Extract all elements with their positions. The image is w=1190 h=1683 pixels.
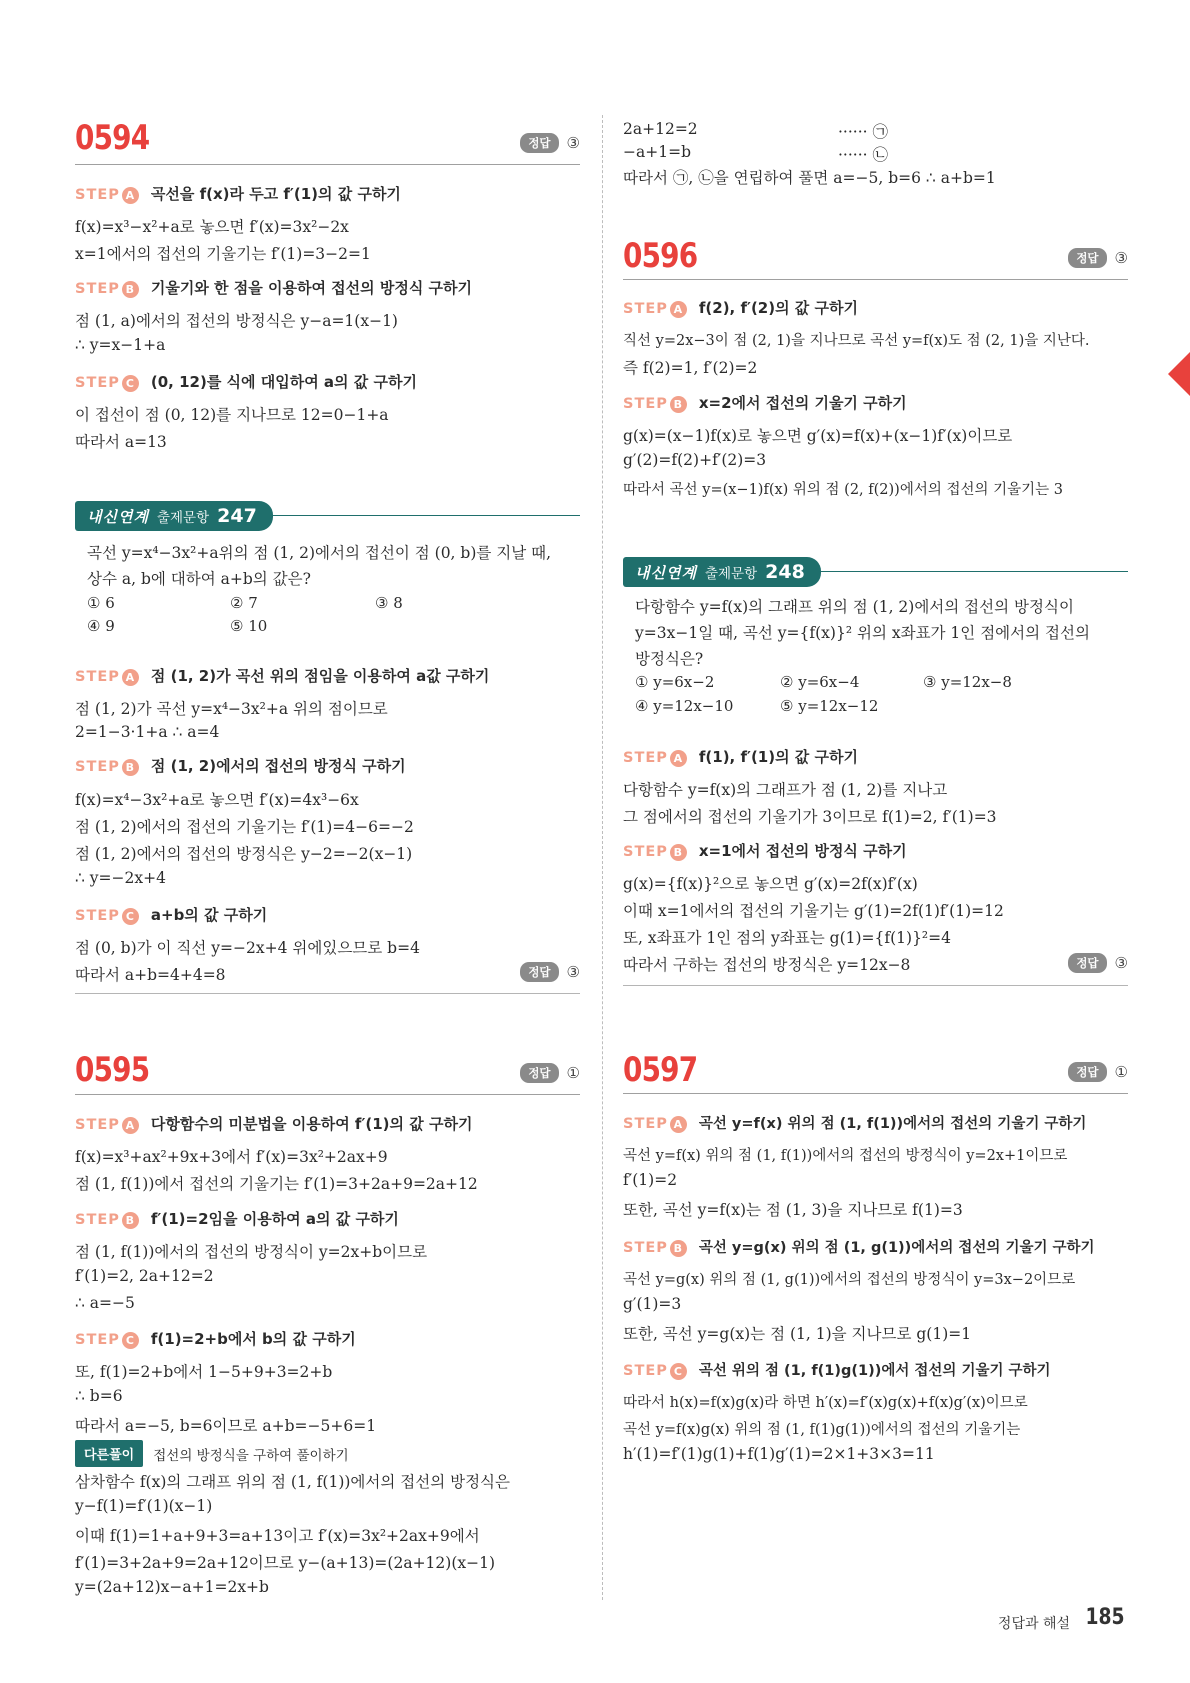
choice-4: ④ y=12x−10 (635, 697, 734, 715)
choice-3: ③ y=12x−8 (923, 673, 1012, 691)
answer-badge: 정답 (520, 1063, 558, 1083)
solution-line: 점 (1, 2)가 곡선 y=x⁴−3x²+a 위의 점이므로 (75, 700, 388, 718)
choice-5: ⑤ 10 (230, 617, 268, 635)
solution-line: 2a+12=2 (623, 120, 698, 138)
step-tag: STEP B (623, 1240, 687, 1257)
example-pill: 내신연계 출제문항 248 (623, 557, 821, 587)
solution-line: f(x)=x⁴−3x²+a로 놓으면 f′(x)=4x³−6x (75, 791, 359, 809)
solution-line: 곡선 y=f(x)g(x) 위의 점 (1, f(1)g(1))에서의 접선의 기울기는 (623, 1422, 1021, 1438)
step-title: 곡선 y=g(x) 위의 점 (1, g(1))에서의 접선의 기울기 구하기 (698, 1240, 1095, 1256)
answer-badge: 정답 (520, 962, 558, 982)
step-header (623, 1359, 1051, 1380)
step-header (623, 392, 907, 413)
solution-line: y=(2a+12)x−a+1=2x+b (75, 1578, 269, 1596)
choice-2: ② 7 (230, 594, 258, 612)
solution-line: 따라서 h(x)=f(x)g(x)라 하면 h′(x)=f′(x)g(x)+f(x)g′(x)이므로 (623, 1395, 1028, 1411)
step-header (75, 1328, 356, 1349)
step-tag: STEP B (75, 759, 139, 776)
step-title: (0, 12)를 식에 대입하여 a의 값 구하기 (150, 373, 417, 391)
step-tag: STEP A (75, 187, 139, 204)
divider-line (75, 993, 580, 994)
choice-4: ④ 9 (87, 617, 115, 635)
question-line: 방정식은? (635, 650, 704, 668)
solution-line: −a+1=b (623, 143, 691, 161)
example-247-header (75, 501, 580, 531)
step-tag: STEP A (75, 669, 139, 686)
solution-line: 그 점에서의 접선의 기울기가 3이므로 f(1)=2, f′(1)=3 (623, 808, 997, 826)
step-header (75, 277, 472, 298)
solution-line: f(x)=x³+ax²+9x+3에서 f′(x)=3x²+2ax+9 (75, 1148, 388, 1166)
step-title: x=2에서 접선의 기울기 구하기 (698, 394, 907, 412)
answer-badge: 정답 (1068, 953, 1106, 973)
answer-ex247 (520, 962, 580, 982)
solution-line: 따라서 a+b=4+4=8 (75, 966, 226, 984)
answer-value: ① (566, 1064, 580, 1082)
solution-line: f′(1)=2, 2a+12=2 (75, 1267, 214, 1285)
divider-line (623, 279, 1128, 280)
step-tag: STEP C (75, 908, 139, 925)
step-tag: STEP B (75, 1212, 139, 1229)
answer-value: ③ (566, 134, 580, 152)
choice-1: ① 6 (87, 594, 115, 612)
solution-line: 점 (0, b)가 이 직선 y=−2x+4 위에있으므로 b=4 (75, 939, 420, 957)
step-tag: STEP A (623, 1116, 687, 1133)
solution-line: 따라서 a=13 (75, 433, 167, 451)
problem-number-0597: 0597 (623, 1050, 698, 1090)
answer-value: ① (1114, 1063, 1128, 1081)
question-line: 다항함수 y=f(x)의 그래프 위의 점 (1, 2)에서의 접선의 방정식이 (635, 598, 1074, 616)
solution-line: f′(1)=3+2a+9=2a+12이므로 y−(a+13)=(2a+12)(x−1) (75, 1554, 496, 1572)
solution-line: g(x)=(x−1)f(x)로 놓으면 g′(x)=f(x)+(x−1)f′(x)이므로 (623, 427, 1013, 445)
section-tab-marker (1168, 352, 1190, 396)
solution-line: x=1에서의 접선의 기울기는 f′(1)=3−2=1 (75, 245, 371, 263)
step-title: f(1)=2+b에서 b의 값 구하기 (150, 1330, 356, 1348)
step-header (75, 1113, 472, 1134)
step-header (623, 746, 858, 767)
equation-marker: ······ ㉡ (838, 146, 888, 164)
answer-badge: 정답 (1068, 248, 1106, 268)
answer-0597 (1068, 1062, 1128, 1082)
answer-value: ③ (1114, 249, 1128, 267)
step-title: 곡선을 f(x)라 두고 f′(1)의 값 구하기 (150, 185, 401, 203)
solution-line: ∴ b=6 (75, 1387, 123, 1405)
solution-line: g′(1)=3 (623, 1295, 682, 1313)
step-title: f(2), f′(2)의 값 구하기 (698, 299, 858, 317)
question-line: y=3x−1일 때, 곡선 y={f(x)}² 위의 x좌표가 1인 점에서의 접선의 (635, 624, 1090, 642)
step-title: a+b의 값 구하기 (150, 906, 268, 924)
step-title: 곡선 위의 점 (1, f(1)g(1))에서 접선의 기울기 구하기 (698, 1363, 1051, 1379)
solution-line: f(x)=x³−x²+a로 놓으면 f′(x)=3x²−2x (75, 218, 349, 236)
problem-number-0594: 0594 (75, 118, 150, 158)
choice-1: ① y=6x−2 (635, 673, 715, 691)
problem-number-0595: 0595 (75, 1050, 150, 1090)
footer-section-label: 정답과 해설 (997, 1616, 1070, 1632)
step-tag: STEP C (75, 1332, 139, 1349)
solution-line: g′(2)=f(2)+f′(2)=3 (623, 451, 767, 469)
step-header (75, 1208, 399, 1229)
example-pill: 내신연계 출제문항 247 (75, 501, 273, 531)
solution-line: 따라서 곡선 y=(x−1)f(x) 위의 점 (2, f(2))에서의 접선의 기울기는 3 (623, 482, 1063, 498)
solution-line: 이 접선이 점 (0, 12)를 지나므로 12=0−1+a (75, 406, 389, 424)
solution-line: 점 (1, f(1))에서의 접선의 방정식이 y=2x+b이므로 (75, 1243, 428, 1261)
step-header (75, 371, 417, 392)
solution-line: ∴ y=x−1+a (75, 336, 166, 354)
step-header (75, 755, 406, 776)
problem-number-0596: 0596 (623, 236, 698, 276)
solution-line: 따라서 a=−5, b=6이므로 a+b=−5+6=1 (75, 1417, 377, 1435)
answer-value: ③ (1114, 954, 1128, 972)
divider-line (623, 1093, 1128, 1094)
answer-value: ③ (566, 963, 580, 981)
column-divider (602, 115, 603, 1600)
step-title: f(1), f′(1)의 값 구하기 (698, 748, 858, 766)
solution-line: 곡선 y=g(x) 위의 점 (1, g(1))에서의 접선의 방정식이 y=3x−2이므로 (623, 1272, 1076, 1288)
solution-line: 곡선 y=f(x) 위의 점 (1, f(1))에서의 접선의 방정식이 y=2x+1이므로 (623, 1148, 1068, 1164)
step-title: 점 (1, 2)에서의 접선의 방정식 구하기 (150, 757, 406, 775)
step-header (623, 1236, 1095, 1257)
answer-ex248 (1068, 953, 1128, 973)
solution-line: 또, x좌표가 1인 점의 y좌표는 g(1)={f(1)}²=4 (623, 929, 951, 947)
solution-line: 이때 x=1에서의 접선의 기울기는 g′(1)=2f(1)f′(1)=12 (623, 902, 1004, 920)
solution-line: 삼차함수 f(x)의 그래프 위의 점 (1, f(1))에서의 접선의 방정식은 (75, 1473, 510, 1491)
page-number: 185 (1085, 1605, 1125, 1630)
solution-line: h′(1)=f′(1)g(1)+f(1)g′(1)=2×1+3×3=11 (623, 1445, 935, 1463)
step-header (623, 297, 858, 318)
step-tag: STEP B (623, 844, 687, 861)
step-header (623, 1112, 1086, 1133)
alt-solution-header (75, 1440, 349, 1467)
divider-line (75, 164, 580, 165)
solution-line: 점 (1, 2)에서의 접선의 방정식은 y−2=−2(x−1) (75, 845, 413, 863)
step-tag: STEP B (623, 396, 687, 413)
solution-line: 이때 f(1)=1+a+9+3=a+13이고 f′(x)=3x²+2ax+9에서 (75, 1527, 480, 1545)
solution-line: 직선 y=2x−3이 점 (2, 1)을 지나므로 곡선 y=f(x)도 점 (2, 1)을 지난다. (623, 333, 1090, 349)
step-tag: STEP C (623, 1363, 687, 1380)
step-header (75, 904, 267, 925)
solution-line: ∴ a=−5 (75, 1294, 135, 1312)
solution-line: 또, f(1)=2+b에서 1−5+9+3=2+b (75, 1363, 333, 1381)
step-tag: STEP A (623, 301, 687, 318)
choice-2: ② y=6x−4 (780, 673, 860, 691)
step-header (623, 840, 907, 861)
step-title: x=1에서 접선의 방정식 구하기 (698, 842, 907, 860)
answer-0594 (520, 133, 580, 153)
solution-line: g(x)={f(x)}²으로 놓으면 g′(x)=2f(x)f′(x) (623, 875, 918, 893)
equation-marker: ······ ㉠ (838, 123, 888, 141)
alt-solution-badge: 다른풀이 (75, 1440, 143, 1467)
step-tag: STEP A (623, 750, 687, 767)
step-title: 기울기와 한 점을 이용하여 접선의 방정식 구하기 (150, 279, 473, 297)
step-header (75, 183, 401, 204)
step-header (75, 665, 489, 686)
divider-line (623, 985, 1128, 986)
solution-line: 따라서 ㉠, ㉡을 연립하여 풀면 a=−5, b=6 ∴ a+b=1 (623, 169, 996, 187)
solution-line: 즉 f(2)=1, f′(2)=2 (623, 359, 758, 377)
step-title: 점 (1, 2)가 곡선 위의 점임을 이용하여 a값 구하기 (150, 667, 490, 685)
step-tag: STEP B (75, 281, 139, 298)
solution-line: f′(1)=2 (623, 1171, 678, 1189)
answer-0595 (520, 1063, 580, 1083)
solution-line: 다항함수 y=f(x)의 그래프가 점 (1, 2)를 지나고 (623, 781, 948, 799)
solution-line: y−f(1)=f′(1)(x−1) (75, 1497, 213, 1515)
step-title: 곡선 y=f(x) 위의 점 (1, f(1))에서의 접선의 기울기 구하기 (698, 1116, 1087, 1132)
solution-line: 점 (1, f(1))에서 접선의 기울기는 f′(1)=3+2a+9=2a+12 (75, 1175, 478, 1193)
solution-line: 점 (1, 2)에서의 접선의 기울기는 f′(1)=4−6=−2 (75, 818, 414, 836)
question-line: 상수 a, b에 대하여 a+b의 값은? (87, 570, 311, 588)
solution-line: 따라서 구하는 접선의 방정식은 y=12x−8 (623, 956, 911, 974)
step-tag: STEP A (75, 1117, 139, 1134)
step-tag: STEP C (75, 375, 139, 392)
divider-line (75, 1094, 580, 1095)
question-line: 곡선 y=x⁴−3x²+a위의 점 (1, 2)에서의 접선이 점 (0, b)를 지날 때, (87, 544, 552, 562)
step-title: f′(1)=2임을 이용하여 a의 값 구하기 (150, 1210, 399, 1228)
step-title: 다항함수의 미분법을 이용하여 f′(1)의 값 구하기 (150, 1115, 473, 1133)
choice-3: ③ 8 (375, 594, 403, 612)
solution-line: 또한, 곡선 y=f(x)는 점 (1, 3)을 지나므로 f(1)=3 (623, 1201, 963, 1219)
choice-5: ⑤ y=12x−12 (780, 697, 879, 715)
answer-badge: 정답 (520, 133, 558, 153)
solution-line: 점 (1, a)에서의 접선의 방정식은 y−a=1(x−1) (75, 312, 398, 330)
alt-solution-title: 접선의 방정식을 구하여 풀이하기 (153, 1447, 349, 1464)
answer-0596 (1068, 248, 1128, 268)
solution-line: 또한, 곡선 y=g(x)는 점 (1, 1)을 지나므로 g(1)=1 (623, 1325, 972, 1343)
solution-line: ∴ y=−2x+4 (75, 869, 166, 887)
example-248-header (623, 557, 1128, 587)
answer-badge: 정답 (1068, 1062, 1106, 1082)
solution-line: 2=1−3·1+a ∴ a=4 (75, 723, 220, 741)
